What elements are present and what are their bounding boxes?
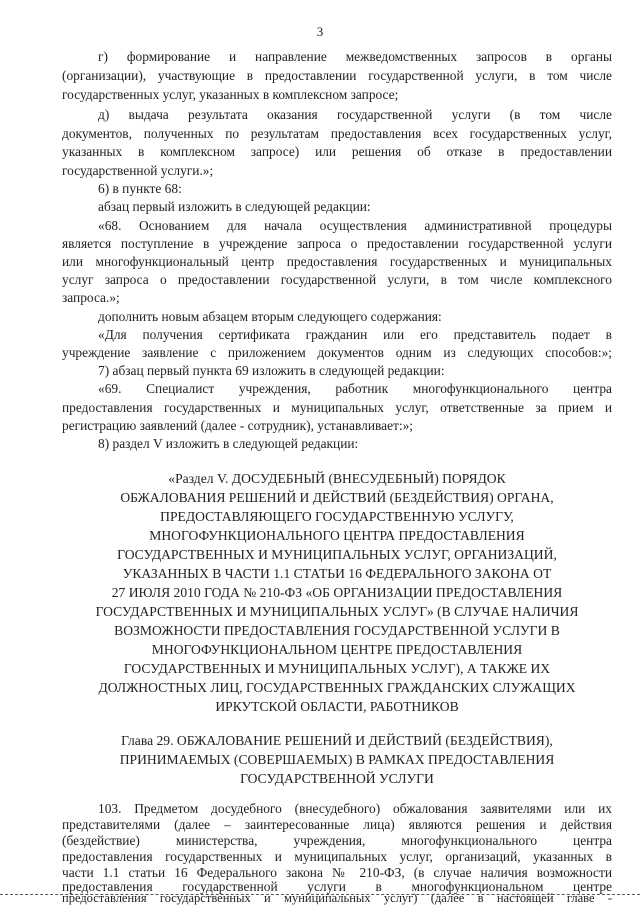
text-line: «Для получения сертификата гражданин или его представитель подает в [98, 327, 612, 342]
text-line: документов, полученных по результатам предоставления всех государственных услуг, [62, 126, 612, 141]
section-heading-line: ГОСУДАРСТВЕННЫХ И МУНИЦИПАЛЬНЫХ УСЛУГ» (В СЛУЧАЕ НАЛИЧИЯ [95, 604, 579, 619]
text-line: (организации), участвующие в предоставлении государственной услуги, в том числе [62, 68, 612, 83]
text-line: 6) в пункте 68: [98, 181, 182, 196]
section-heading-line: МНОГОФУНКЦИОНАЛЬНОМ ЦЕНТРЕ ПРЕДОСТАВЛЕНИЯ [151, 642, 523, 657]
section-heading-line: ДОЛЖНОСТНЫХ ЛИЦ, ГОСУДАРСТВЕННЫХ ГРАЖДАНСКИХ СЛУЖАЩИХ [98, 680, 576, 695]
text-line: 7) абзац первый пункта 69 изложить в следующей редакции: [98, 363, 445, 378]
text-line: регистрацию заявлений (далее - сотрудник), устанавливает:»; [62, 418, 414, 433]
body-line: 103. Предметом досудебного (внесудебного) обжалования заявителями или их [98, 801, 612, 816]
section-heading-line: ОБЖАЛОВАНИЯ РЕШЕНИЙ И ДЕЙСТВИЙ (БЕЗДЕЙСТВИЯ) ОРГАНА, [120, 490, 554, 505]
section-heading-line: ИРКУТСКОЙ ОБЛАСТИ, РАБОТНИКОВ [215, 699, 459, 714]
text-line: государственной услуги.»; [62, 163, 214, 178]
chapter-heading-line: ГОСУДАРСТВЕННОЙ УСЛУГИ [240, 771, 434, 786]
section-heading-line: ГОСУДАРСТВЕННЫХ И МУНИЦИПАЛЬНЫХ УСЛУГ), А ТАКЖЕ ИХ [123, 661, 551, 676]
text-line: д) выдача результата оказания государственной услуги (в том числе [98, 107, 612, 122]
text-line: запроса.»; [62, 290, 120, 305]
section-heading-line: «Раздел V. ДОСУДЕБНЫЙ (ВНЕСУДЕБНЫЙ) ПОРЯДОК [168, 471, 506, 486]
text-line: государственных услуг, указанных в комплексном запросе; [62, 87, 399, 102]
text-line: предоставления государственных и муниципальных услуг, ответственные за прием и [62, 400, 612, 415]
body-line: предоставления государственной услуги в многофункциональном центре [62, 879, 612, 894]
body-line: предоставления государственных и муниципальных услуг, организаций, указанных в [62, 849, 612, 864]
text-line: является поступление в учреждение запроса о предоставлении государственной услуги [62, 236, 612, 251]
text-line: дополнить новым абзацем вторым следующего содержания: [98, 309, 442, 324]
section-heading-line: ГОСУДАРСТВЕННЫХ И МУНИЦИПАЛЬНЫХ УСЛУГ, ОРГАНИЗАЦИЙ, [117, 547, 557, 562]
text-line: или многофункциональный центр предоставления государственных и муниципальных [62, 254, 612, 269]
section-heading-line: ПРЕДОСТАВЛЯЮЩЕГО ГОСУДАРСТВЕННУЮ УСЛУГУ, [160, 509, 514, 524]
section-heading-line: 27 ИЮЛЯ 2010 ГОДА № 210-ФЗ «ОБ ОРГАНИЗАЦИИ ПРЕДОСТАВЛЕНИЯ [111, 585, 563, 600]
section-heading-line: МНОГОФУНКЦИОНАЛЬНОГО ЦЕНТРА ПРЕДОСТАВЛЕНИЯ [149, 528, 525, 543]
section-heading-line: ВОЗМОЖНОСТИ ПРЕДОСТАВЛЕНИЯ ГОСУДАРСТВЕННОЙ УСЛУГИ В [114, 623, 560, 638]
chapter-heading-line: ПРИНИМАЕМЫХ (СОВЕРШАЕМЫХ) В РАМКАХ ПРЕДОСТАВЛЕНИЯ [119, 752, 555, 767]
body-line: части 1.1 статьи 16 Федерального закона № 210-ФЗ, (в случае наличия возможности [62, 865, 612, 880]
scan-edge-rule [0, 894, 640, 895]
section-heading-line: УКАЗАННЫХ В ЧАСТИ 1.1 СТАТЬИ 16 ФЕДЕРАЛЬНОГО ЗАКОНА ОТ [122, 566, 552, 581]
body-line: предоставления государственных и муниципальных услуг) (далее в настоящей главе - [62, 891, 612, 905]
text-line: услуг запроса о предоставлении государственной услуги, в том числе комплексного [62, 272, 612, 287]
text-line: г) формирование и направление межведомственных запросов в органы [98, 49, 612, 64]
body-line: представителями (далее – заинтересованные лица) являются решения и действия [62, 817, 612, 832]
chapter-heading-line: Глава 29. ОБЖАЛОВАНИЕ РЕШЕНИЙ И ДЕЙСТВИЙ (БЕЗДЕЙСТВИЯ), [121, 733, 553, 748]
text-line: указанных в комплексном запросе) или решения об отказе в предоставлении [62, 144, 612, 159]
text-line: «69. Специалист учреждения, работник многофункционального центра [98, 381, 612, 396]
text-line: 8) раздел V изложить в следующей редакции: [98, 436, 359, 451]
text-line: учреждение заявление с приложением документов одним из следующих способов:»; [62, 345, 612, 360]
page-number: 3 [316, 24, 324, 39]
text-line: абзац первый изложить в следующей редакции: [98, 199, 371, 214]
text-line: «68. Основанием для начала осуществления административной процедуры [98, 218, 612, 233]
body-line: (бездействие) министерства, учреждения, многофункционального центра [62, 833, 612, 848]
